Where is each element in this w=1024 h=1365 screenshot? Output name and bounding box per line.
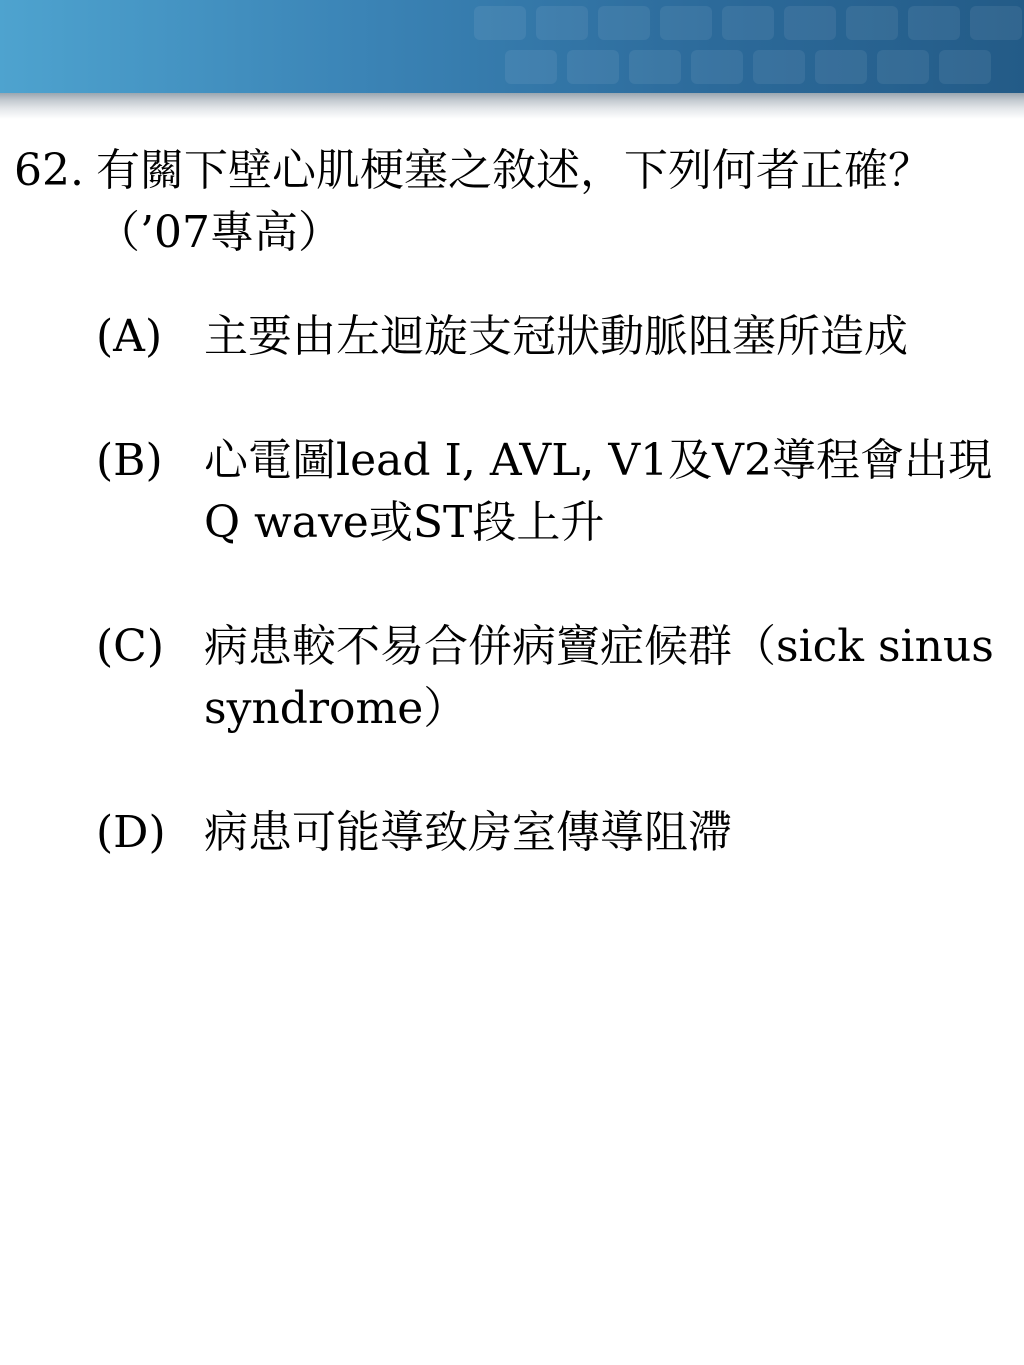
option-a [0, 306, 1024, 368]
option-a-label: (A) [96, 311, 163, 362]
header-tile-pattern [464, 0, 1024, 93]
question [0, 140, 1024, 264]
question-block [0, 140, 1024, 926]
option-c-label: (C) [96, 621, 164, 672]
header-bar [0, 0, 1024, 93]
option-b [0, 430, 1024, 554]
question-text: 有關下壁心肌梗塞之敘述，下列何者正確？（’07專高） [96, 145, 932, 258]
question-number: 62. [14, 145, 84, 196]
option-c-text: 病患較不易合併病竇症候群（sick sinus syndrome） [204, 621, 994, 734]
option-d [0, 802, 1024, 864]
option-b-label: (B) [96, 435, 163, 486]
option-a-text: 主要由左迴旋支冠狀動脈阻塞所造成 [204, 311, 908, 362]
header-shadow [0, 93, 1024, 119]
option-list [0, 306, 1024, 864]
option-d-text: 病患可能導致房室傳導阻滯 [204, 807, 732, 858]
option-c [0, 616, 1024, 740]
option-d-label: (D) [96, 807, 166, 858]
option-b-text: 心電圖lead I, AVL, V1及V2導程會出現Q wave或ST段上升 [204, 435, 992, 548]
